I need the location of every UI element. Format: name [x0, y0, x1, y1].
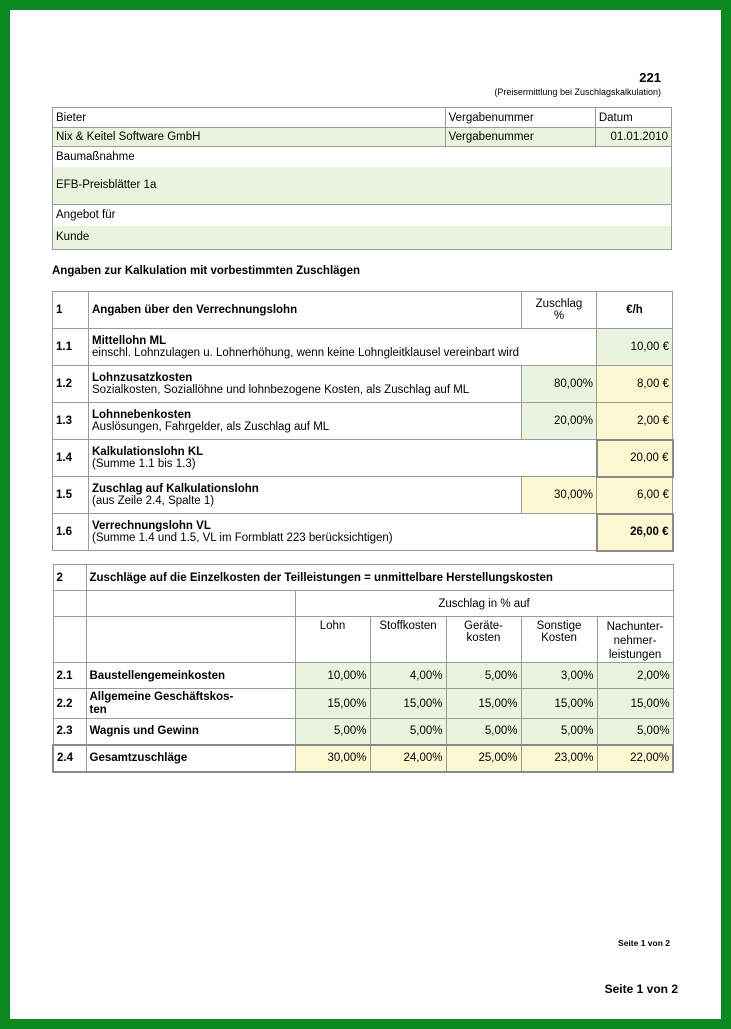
- row-label: Zuschlag auf Kalkulationslohn (aus Zeile 2.4, Spalte 1): [89, 477, 522, 514]
- table2-number: 2: [53, 565, 86, 591]
- lohnzusatz-value: 8,00 €: [597, 366, 673, 403]
- row-label: Verrechnungslohn VL (Summe 1.4 und 1.5, VL im Formblatt 223 berücksichtigen): [89, 514, 597, 551]
- pct-field[interactable]: 15,00%: [295, 689, 370, 719]
- col-geraetekosten: Geräte- kosten: [446, 617, 521, 663]
- row-number: 1.3: [53, 403, 89, 440]
- table1-number: 1: [53, 292, 89, 329]
- header-table: [52, 107, 672, 250]
- mittellohn-field[interactable]: 10,00 €: [597, 329, 673, 366]
- total-pct: 23,00%: [521, 745, 597, 772]
- pct-field[interactable]: 15,00%: [446, 689, 521, 719]
- pct-field[interactable]: 15,00%: [597, 689, 673, 719]
- form-subtitle: (Preisermittlung bei Zuschlagskalkulation): [494, 87, 661, 97]
- table1-col-unit: €/h: [597, 292, 673, 329]
- empty-cell: [53, 591, 86, 617]
- table-row: [53, 514, 673, 551]
- pct-field[interactable]: 15,00%: [370, 689, 446, 719]
- pct-field[interactable]: 5,00%: [446, 663, 521, 689]
- empty-cell: [53, 617, 86, 663]
- table-row: [53, 366, 673, 403]
- datum-field[interactable]: 01.01.2010: [595, 128, 671, 147]
- col-stoffkosten: Stoffkosten: [370, 617, 446, 663]
- table1-col-zuschlag: Zuschlag %: [522, 292, 597, 329]
- table-row: [53, 689, 673, 719]
- total-pct: 30,00%: [295, 745, 370, 772]
- row-label: Wagnis und Gewinn: [86, 719, 295, 745]
- pct-field[interactable]: 5,00%: [370, 719, 446, 745]
- row-number: 2.4: [53, 745, 86, 772]
- pct-field[interactable]: 2,00%: [597, 663, 673, 689]
- vergabenummer-field[interactable]: Vergabenummer: [445, 128, 595, 147]
- vergabe-label: Vergabenummer: [445, 108, 595, 128]
- section-title: Angaben zur Kalkulation mit vorbestimmten Zuschlägen: [52, 265, 360, 277]
- pct-field[interactable]: 4,00%: [370, 663, 446, 689]
- datum-label: Datum: [595, 108, 671, 128]
- verrechnungslohn-value: 26,00 €: [597, 514, 673, 551]
- total-pct: 25,00%: [446, 745, 521, 772]
- table-row: [53, 719, 673, 745]
- pct-field[interactable]: 5,00%: [295, 719, 370, 745]
- empty-cell: [86, 591, 295, 617]
- table-row: [53, 403, 673, 440]
- table1-title: Angaben über den Verrechnungslohn: [89, 292, 522, 329]
- row-label: Baustellengemeinkosten: [86, 663, 295, 689]
- bieter-field[interactable]: Nix & Keitel Software GmbH: [53, 128, 446, 147]
- row-number: 1.4: [53, 440, 89, 477]
- table-row: [53, 663, 673, 689]
- row-label: Mittellohn ML einschl. Lohnzulagen u. Lohnerhöhung, wenn keine Lohngleitklausel vereinbart wird: [89, 329, 597, 366]
- row-label: Lohnnebenkosten Auslösungen, Fahrgelder, als Zuschlag auf ML: [89, 403, 522, 440]
- row-label: Allgemeine Geschäftskos- ten: [86, 689, 295, 719]
- col-nachunternehmer: Nachunter- nehmer- leistungen: [597, 617, 673, 663]
- total-pct: 24,00%: [370, 745, 446, 772]
- pct-field[interactable]: 10,00%: [295, 663, 370, 689]
- row-label: Gesamtzuschläge: [86, 745, 295, 772]
- table-row: [53, 745, 673, 772]
- bieter-label: Bieter: [53, 108, 446, 128]
- row-number: 1.6: [53, 514, 89, 551]
- table2-title: Zuschläge auf die Einzelkosten der Teilleistungen = unmittelbare Herstellungskosten: [86, 565, 673, 591]
- col-sonstige-kosten: Sonstige Kosten: [521, 617, 597, 663]
- row-number: 2.2: [53, 689, 86, 719]
- zuschlag-kl-pct: 30,00%: [522, 477, 597, 514]
- table-row: [53, 329, 673, 366]
- zuschlag-header: Zuschlag in % auf: [295, 591, 673, 617]
- angebot-label: Angebot für: [53, 205, 672, 226]
- form-number: 221: [639, 70, 661, 85]
- lohnzusatz-pct-field[interactable]: 80,00%: [522, 366, 597, 403]
- pct-field[interactable]: 15,00%: [521, 689, 597, 719]
- row-number: 1.2: [53, 366, 89, 403]
- table-row: [53, 440, 673, 477]
- row-label: Kalkulationslohn KL (Summe 1.1 bis 1.3): [89, 440, 597, 477]
- table-row: [53, 477, 673, 514]
- empty-cell: [86, 617, 295, 663]
- row-number: 1.1: [53, 329, 89, 366]
- row-label: Lohnzusatzkosten Sozialkosten, Soziallöhne und lohnbezogene Kosten, als Zuschlag auf ML: [89, 366, 522, 403]
- baumassnahme-field[interactable]: EFB-Preisblätter 1a: [53, 167, 672, 205]
- pct-field[interactable]: 5,00%: [446, 719, 521, 745]
- pct-field[interactable]: 3,00%: [521, 663, 597, 689]
- angebot-field[interactable]: Kunde: [53, 226, 672, 250]
- lohnneben-pct-field[interactable]: 20,00%: [522, 403, 597, 440]
- verrechnungslohn-table: [52, 291, 674, 552]
- kalkulationslohn-value: 20,00 €: [597, 440, 673, 477]
- zuschlaege-table: [52, 564, 674, 773]
- page-indicator: Seite 1 von 2: [604, 982, 678, 996]
- row-number: 1.5: [53, 477, 89, 514]
- baumassnahme-label: Baumaßnahme: [53, 147, 672, 167]
- row-number: 2.3: [53, 719, 86, 745]
- page-indicator-small: Seite 1 von 2: [618, 938, 670, 948]
- total-pct: 22,00%: [597, 745, 673, 772]
- lohnneben-value: 2,00 €: [597, 403, 673, 440]
- row-number: 2.1: [53, 663, 86, 689]
- col-lohn: Lohn: [295, 617, 370, 663]
- pct-field[interactable]: 5,00%: [521, 719, 597, 745]
- pct-field[interactable]: 5,00%: [597, 719, 673, 745]
- zuschlag-kl-value: 6,00 €: [597, 477, 673, 514]
